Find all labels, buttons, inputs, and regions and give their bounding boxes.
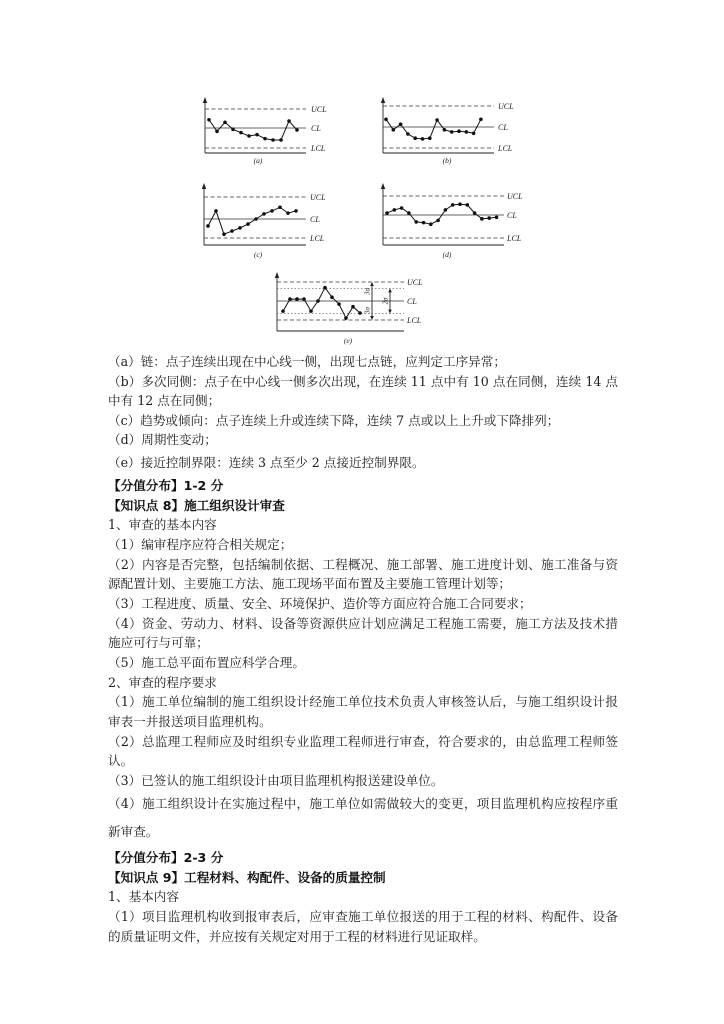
chart-b-point-12	[465, 130, 469, 134]
chart-e-point-12	[358, 311, 362, 315]
chart-b-point-6	[421, 137, 425, 141]
chart-e-2-sigma-arrowhead-top-icon	[388, 288, 392, 292]
chart-e-2-sigma-arrowhead-bottom-icon	[388, 310, 392, 314]
part1-item-1: （1）编审程序应符合相关规定；	[108, 537, 293, 552]
chart-d-point-6	[422, 221, 426, 225]
chart-e-lcl-label: LCL	[407, 316, 422, 325]
score-distribution-8: 【分值分布】1-2 分	[108, 478, 224, 493]
chart-d-point-7	[429, 222, 433, 226]
chart-a-point-9	[271, 138, 275, 142]
part1-item-2-line-2: 源配置计划、主要施工方法、施工现场平面布置及主要施工管理计划等；	[108, 576, 511, 591]
control-chart-e	[275, 272, 423, 345]
chart-e-point-8	[330, 295, 334, 299]
chart-c-point-6	[246, 222, 250, 226]
chart-b-point-1	[384, 118, 388, 122]
chart-d-point-12	[466, 203, 470, 207]
chart-d-point-8	[436, 219, 440, 223]
chart-a-point-11	[287, 119, 291, 123]
part1-item-4-line-1: （4）资金、劳动力、材料、设备等资源供应计划应满足工程施工需要，施工方法及技术措	[108, 616, 618, 631]
part2-item-4-line-1: （4）施工组织设计在实施过程中，施工单位如需做较大的变更，项目监理机构应按程序重	[108, 796, 618, 811]
knowledge-point-9-heading: 【知识点 9】工程材料、构配件、设备的质量控制	[108, 870, 386, 885]
chart-d-point-15	[487, 216, 491, 220]
chart-d-point-2	[393, 208, 397, 212]
control-chart-c	[202, 183, 326, 259]
chart-c-cl-label: CL	[310, 215, 320, 224]
chart-d-cl-label: CL	[507, 211, 517, 220]
part2-item-2-line-1: （2）总监理工程师应及时组织专业监理工程师进行审查，符合要求的，由总监理工程师签	[108, 734, 618, 749]
chart-e-cl-label: CL	[407, 297, 417, 306]
chart-a-point-7	[255, 133, 259, 137]
chart-b-point-13	[472, 132, 476, 136]
chart-e-y-axis-arrow-icon	[275, 272, 279, 278]
chart-d-series-line	[387, 204, 497, 224]
chart-a-point-10	[279, 138, 283, 142]
chart-b-lcl-label: LCL	[498, 144, 513, 153]
chart-a-point-6	[247, 134, 251, 138]
part1-item-2-line-1: （2）内容是否完整，包括编制依据、工程概况、施工部署、施工进度计划、施工准备与资	[108, 557, 618, 572]
chart-e-ucl-label: UCL	[407, 278, 423, 287]
chart-c-point-1	[206, 224, 210, 228]
chart-b-point-9	[443, 128, 447, 132]
part2-title: 2、审查的程序要求	[108, 675, 217, 690]
chart-a-caption: (a)	[253, 156, 263, 165]
kp9-part1-item-1-line-1: （1）项目监理机构收到报审表后，应审查施工单位报送的用于工程的材料、构配件、设备	[108, 909, 618, 924]
chart-e-point-1	[281, 309, 285, 313]
chart-a-cl-label: CL	[311, 124, 321, 133]
chart-a-point-12	[295, 128, 299, 132]
chart-b-point-8	[435, 118, 439, 122]
chart-e-point-6	[316, 299, 320, 303]
rule-b-line-1: （b）多次同侧：点子在中心线一侧多次出现，在连续 11 点中有 10 点在同侧，连续 14 点	[108, 374, 618, 389]
control-chart-d	[381, 183, 523, 259]
chart-c-caption: (c)	[253, 250, 263, 259]
chart-e-point-2	[288, 297, 292, 301]
chart-c-point-10	[278, 205, 282, 209]
chart-c-series-line	[208, 207, 296, 234]
kp9-part1-item-1-line-2: 的质量证明文件，并应按有关规定对用于工程的材料进行见证取样。	[108, 929, 486, 944]
control-chart-figures	[0, 0, 724, 350]
chart-c-point-2	[214, 209, 218, 213]
score-distribution-9: 【分值分布】2-3 分	[108, 850, 224, 865]
chart-a-y-axis-arrow-icon	[203, 97, 207, 103]
chart-e-point-11	[351, 305, 355, 309]
part2-item-4-line-2: 新审查。	[108, 824, 159, 839]
chart-c-point-3	[222, 232, 226, 236]
chart-e-sigma-label-2: 3σ	[363, 307, 372, 314]
part1-title: 1、审查的基本内容	[108, 517, 217, 532]
chart-d-y-axis-arrow-icon	[381, 183, 385, 189]
chart-c-point-9	[270, 209, 274, 213]
rule-c: （c）趋势或倾向：点子连续上升或连续下降，连续 7 点或以上上升或下降排列；	[108, 413, 560, 428]
part2-item-2-line-2: 认。	[108, 753, 134, 768]
chart-b-point-11	[457, 129, 461, 133]
chart-a-point-1	[207, 118, 211, 122]
chart-d-point-11	[458, 202, 462, 206]
chart-b-caption: (b)	[442, 156, 452, 165]
chart-b-ucl-label: UCL	[498, 102, 514, 111]
chart-a-point-5	[239, 131, 243, 135]
chart-c-lcl-label: LCL	[310, 234, 325, 243]
chart-a-point-3	[223, 121, 227, 125]
chart-d-caption: (d)	[442, 250, 452, 259]
chart-b-point-5	[413, 136, 417, 140]
chart-b-cl-label: CL	[498, 123, 508, 132]
chart-d-point-4	[407, 211, 411, 215]
rule-d: （d）周期性变动；	[108, 432, 217, 447]
chart-d-point-16	[495, 216, 499, 220]
part2-item-1-line-1: （1）施工单位编制的施工组织设计经施工单位技术负责人审核签认后，与施工组织设计报	[108, 694, 618, 709]
chart-b-series-line	[386, 119, 481, 139]
chart-b-point-2	[392, 128, 396, 132]
chart-d-lcl-label: LCL	[507, 234, 522, 243]
chart-d-point-14	[480, 217, 484, 221]
chart-c-point-4	[230, 229, 234, 233]
chart-c-point-11	[286, 211, 290, 215]
chart-a-point-4	[231, 128, 235, 132]
chart-e-point-5	[309, 309, 313, 313]
chart-d-point-1	[385, 211, 389, 215]
chart-e-point-3	[295, 297, 299, 301]
chart-d-point-3	[400, 206, 404, 210]
chart-c-point-7	[254, 217, 258, 221]
part1-item-3: （3）工程进度、质量、安全、环境保护、造价等方面应符合施工合同要求；	[108, 596, 532, 611]
chart-e-point-7	[323, 286, 327, 290]
chart-e-point-4	[302, 297, 306, 301]
rule-b-line-2: 中有 12 点在同侧；	[108, 393, 221, 408]
chart-b-point-4	[406, 132, 410, 136]
chart-b-point-14	[479, 118, 483, 122]
control-chart-a	[203, 97, 327, 165]
chart-e-point-10	[344, 316, 348, 320]
chart-a-ucl-label: UCL	[311, 105, 327, 114]
chart-e-lower-3-sigma-arrowhead-icon	[370, 316, 374, 320]
chart-a-point-2	[215, 130, 219, 134]
chart-b-point-3	[399, 122, 403, 126]
chart-b-point-10	[450, 130, 454, 134]
kp9-part1-title: 1、基本内容	[108, 889, 179, 904]
chart-b-point-7	[428, 136, 432, 140]
part1-item-4-line-2: 施应可行与可靠；	[108, 635, 209, 650]
part2-item-1-line-2: 审表一并报送项目监理机构。	[108, 714, 272, 729]
chart-a-series-line	[209, 120, 297, 140]
chart-b-y-axis-arrow-icon	[381, 97, 385, 103]
chart-a-point-8	[263, 137, 267, 141]
chart-a-lcl-label: LCL	[311, 144, 326, 153]
knowledge-point-8-heading: 【知识点 8】施工组织设计审查	[108, 498, 285, 513]
chart-c-y-axis-arrow-icon	[202, 183, 206, 189]
part2-item-3: （3）已签认的施工组织设计由项目监理机构报送建设单位。	[108, 773, 444, 788]
chart-c-point-8	[262, 212, 266, 216]
chart-e-sigma-label-3: 2σ	[381, 297, 390, 305]
chart-d-point-10	[451, 203, 455, 207]
chart-e-caption: (e)	[343, 336, 353, 345]
control-chart-b	[381, 97, 514, 165]
rule-a: （a）链：点子连续出现在中心线一侧，出现七点链，应判定工序异常；	[108, 354, 506, 369]
chart-d-point-9	[444, 208, 448, 212]
chart-c-ucl-label: UCL	[310, 193, 326, 202]
chart-e-point-9	[337, 302, 341, 306]
chart-d-point-5	[414, 220, 418, 224]
part1-item-5: （5）施工总平面布置应科学合理。	[108, 655, 305, 670]
rule-e: （e）接近控制界限：连续 3 点至少 2 点接近控制界限。	[108, 455, 425, 470]
chart-d-point-13	[473, 211, 477, 215]
chart-e-upper-3-sigma-arrowhead-icon	[370, 282, 374, 286]
chart-e-sigma-label-1: 3σ	[363, 288, 372, 295]
chart-d-ucl-label: UCL	[507, 192, 523, 201]
chart-c-point-12	[294, 209, 298, 213]
chart-c-point-5	[238, 226, 242, 230]
